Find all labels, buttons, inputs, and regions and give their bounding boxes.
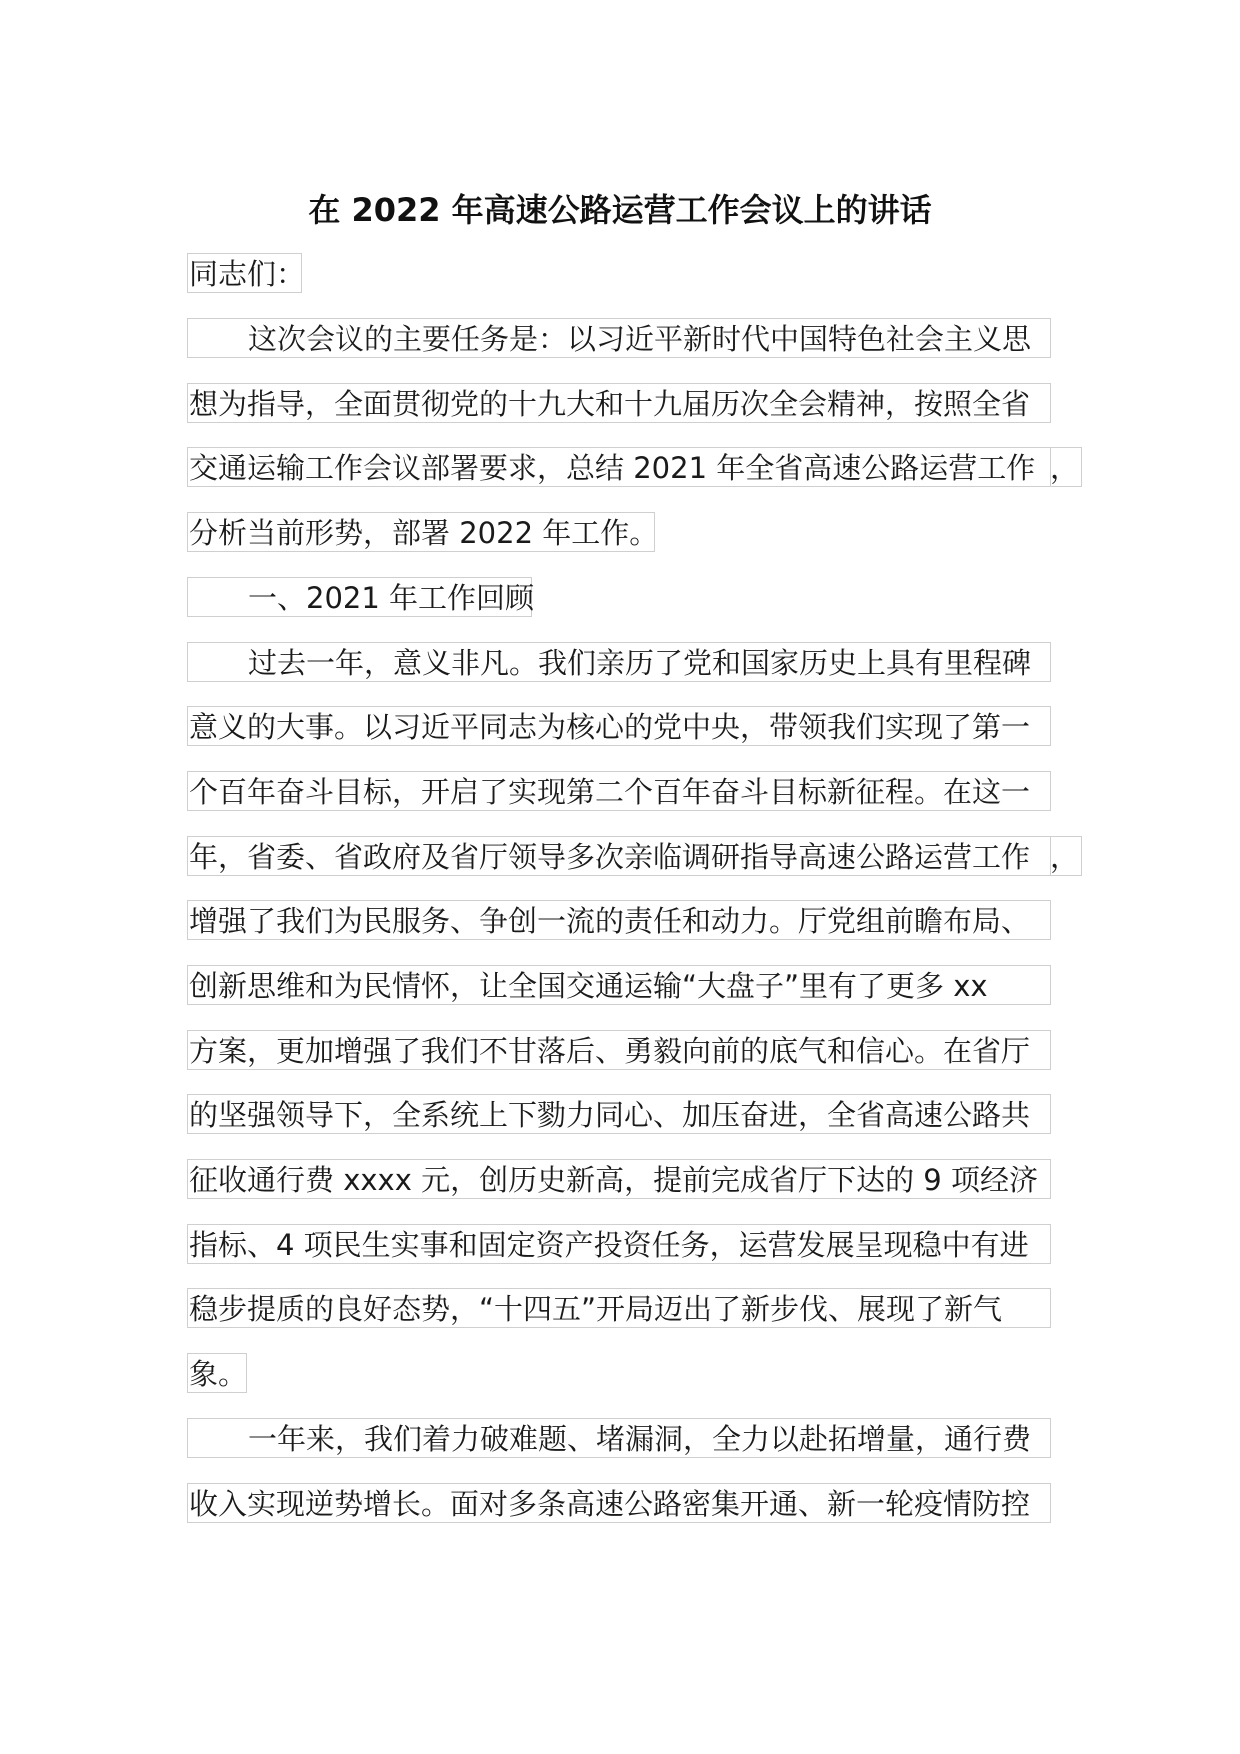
paragraph-line: 想为指导，全面贯彻党的十九大和十九届历次全会精神，按照全省 — [187, 383, 1051, 423]
paragraph-line: 象。 — [187, 1353, 247, 1393]
paragraph-line: 收入实现逆势增长。面对多条高速公路密集开通、新一轮疫情防控 — [187, 1483, 1051, 1523]
paragraph-line: 一年来，我们着力破难题、堵漏洞，全力以赴拓增量，通行费 — [187, 1418, 1051, 1458]
paragraph-line: 这次会议的主要任务是：以习近平新时代中国特色社会主义思 — [187, 318, 1051, 358]
paragraph-line: 稳步提质的良好态势，“十四五”开局迈出了新步伐、展现了新气 — [187, 1288, 1051, 1328]
paragraph-line: 方案，更加增强了我们不甘落后、勇毅向前的底气和信心。在省厅 — [187, 1030, 1051, 1070]
paragraph-line: 个百年奋斗目标，开启了实现第二个百年奋斗目标新征程。在这一 — [187, 771, 1051, 811]
salutation: 同志们： — [187, 253, 302, 293]
paragraph-line: 增强了我们为民服务、争创一流的责任和动力。厅党组前瞻布局、 — [187, 900, 1051, 940]
paragraph-line: 分析当前形势，部署 2022 年工作。 — [187, 512, 655, 552]
paragraph-line: 交通运输工作会议部署要求，总结 2021 年全省高速公路运营工作 — [187, 447, 1051, 487]
paragraph-line: 意义的大事。以习近平同志为核心的党中央，带领我们实现了第一 — [187, 706, 1051, 746]
paragraph-line: 过去一年，意义非凡。我们亲历了党和国家历史上具有里程碑 — [187, 642, 1051, 682]
paragraph-line: 年，省委、省政府及省厅领导多次亲临调研指导高速公路运营工作 — [187, 836, 1051, 876]
paragraph-line: 征收通行费 xxxx 元，创历史新高，提前完成省厅下达的 9 项经济 — [187, 1159, 1051, 1199]
overflow-punctuation: ， — [1048, 447, 1082, 487]
section-heading: 一、2021 年工作回顾 — [187, 577, 532, 617]
paragraph-line: 的坚强领导下，全系统上下勠力同心、加压奋进，全省高速公路共 — [187, 1094, 1051, 1134]
paragraph-line: 指标、4 项民生实事和固定资产投资任务，运营发展呈现稳中有进 — [187, 1224, 1051, 1264]
document-title: 在 2022 年高速公路运营工作会议上的讲话 — [308, 191, 932, 229]
overflow-punctuation: ， — [1048, 836, 1082, 876]
paragraph-line: 创新思维和为民情怀，让全国交通运输“大盘子”里有了更多 xx — [187, 965, 1051, 1005]
